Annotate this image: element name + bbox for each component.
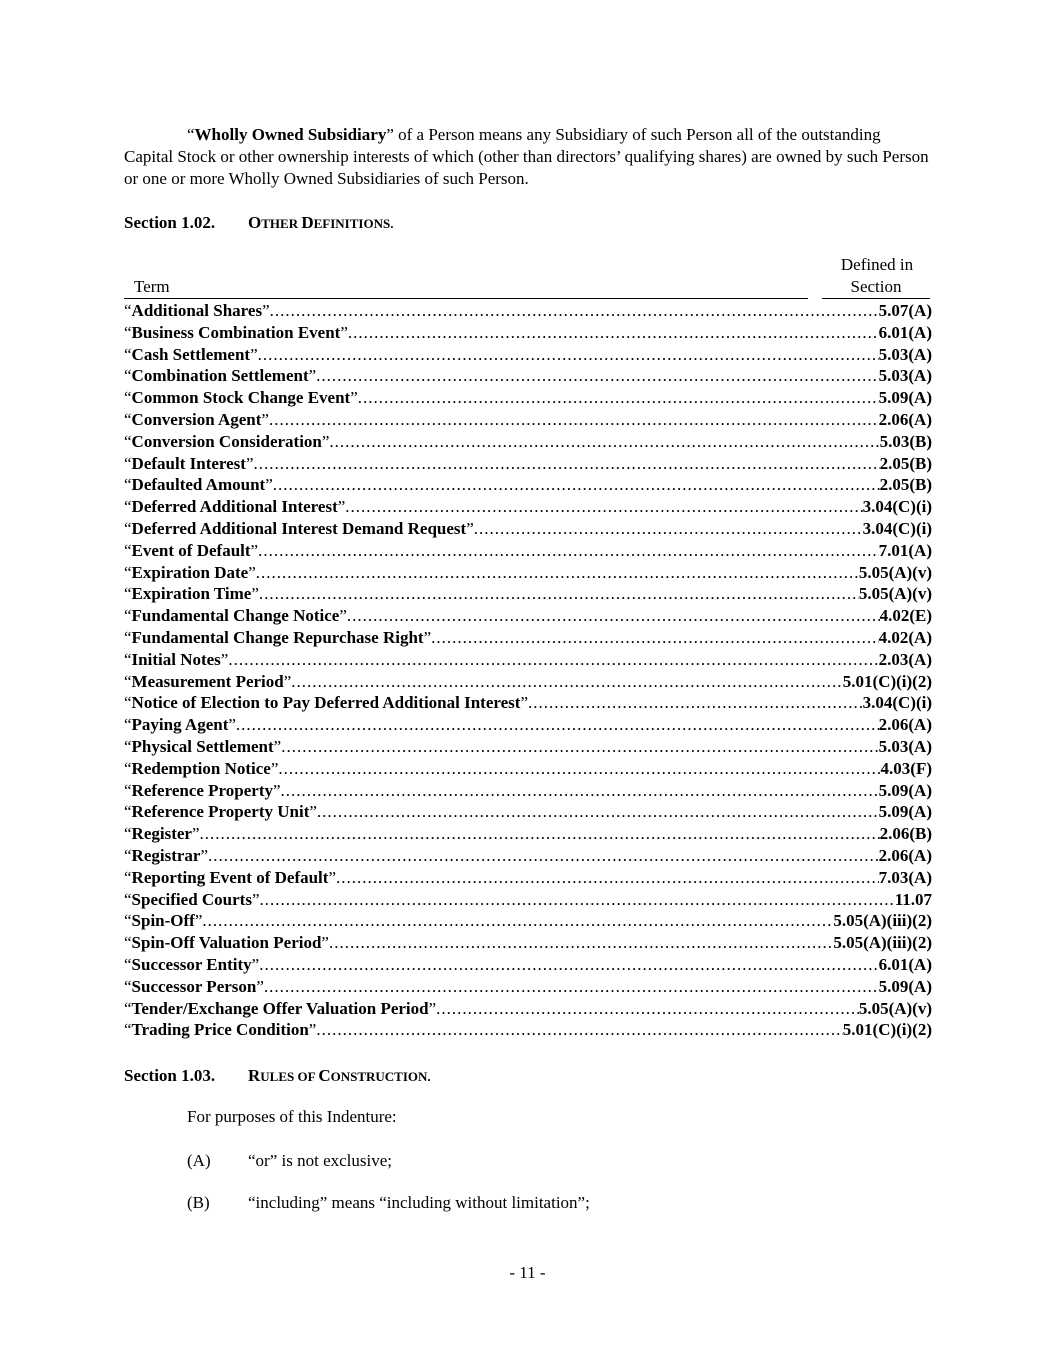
definition-term: “Spin-Off” [124, 911, 203, 931]
defined-in-section-header: Defined in Section [822, 254, 932, 299]
leader-dots [316, 1019, 842, 1041]
definition-section-ref: 2.06(A) [878, 845, 932, 865]
definition-section-ref: 5.05(A)(v) [858, 584, 932, 604]
definition-section-ref: 5.09(A) [878, 388, 932, 408]
leader-dots [236, 714, 879, 736]
definition-section-ref: 2.05(B) [879, 453, 932, 473]
definition-row [124, 322, 932, 344]
definition-section-ref: 5.05(A)(v) [858, 998, 932, 1018]
definition-row [124, 431, 932, 453]
open-quote: “ [187, 125, 195, 144]
definition-row [124, 714, 932, 736]
leader-dots [259, 583, 859, 605]
definition-row [124, 649, 932, 671]
definition-row [124, 758, 932, 780]
section-number: Section 1.02. [124, 213, 216, 232]
rule-item [187, 1192, 590, 1214]
leader-dots [256, 562, 859, 584]
definition-row [124, 889, 932, 911]
definition-section-ref: 3.04(C)(i) [862, 518, 932, 538]
leader-dots [316, 365, 878, 387]
definition-section-ref: 6.01(A) [878, 322, 932, 342]
rule-label: (B) [187, 1193, 210, 1212]
definition-term: “Conversion Agent” [124, 409, 269, 429]
leader-dots [436, 998, 859, 1020]
definition-row [124, 627, 932, 649]
definition-section-ref: 2.03(A) [878, 649, 932, 669]
definition-row [124, 845, 932, 867]
definition-row [124, 692, 932, 714]
definition-term: “Successor Entity” [124, 954, 260, 974]
section-number: Section 1.03. [124, 1066, 216, 1085]
definition-row [124, 954, 932, 976]
definition-section-ref: 5.03(B) [879, 431, 932, 451]
leader-dots [202, 910, 833, 932]
leader-dots [347, 605, 880, 627]
leader-dots [358, 387, 879, 409]
leader-dots [200, 823, 880, 845]
defined-term: Wholly Owned Subsidiary [194, 125, 387, 144]
definition-section-ref: 5.07(A) [878, 301, 932, 320]
definition-term: “Additional Shares” [124, 301, 270, 320]
leader-dots [254, 453, 880, 475]
definition-term: “Fundamental Change Repurchase Right” [124, 627, 432, 647]
definition-row [124, 932, 932, 954]
definition-term: “Measurement Period” [124, 671, 292, 691]
definition-row [124, 1019, 932, 1041]
definition-row [124, 998, 932, 1020]
definition-text: of a Person means any Subsidiary of such Person all of the outstanding Capital Stock or other ownership interests of which (other than directors’ qualifying shares) are owned by such Person or one or more Wholly Owned Subsidiaries of such Person. [124, 125, 929, 188]
definition-term: “Fundamental Change Notice” [124, 606, 347, 626]
definition-section-ref: 2.06(A) [878, 715, 932, 735]
section-title: OTHER DEFINITIONS. [248, 213, 394, 232]
leader-dots [348, 322, 879, 344]
leader-dots [264, 976, 879, 998]
definition-term: “Specified Courts” [124, 889, 260, 909]
definition-section-ref: 4.02(A) [878, 627, 932, 647]
definition-section-ref: 5.03(A) [878, 366, 932, 386]
definition-row [124, 300, 932, 322]
definition-section-ref: 5.05(A)(iii)(2) [833, 911, 932, 931]
definition-row [124, 409, 932, 431]
definition-row [124, 344, 932, 366]
definition-term: “Trading Price Condition” [124, 1020, 317, 1040]
definition-row [124, 365, 932, 387]
definition-term: “Default Interest” [124, 453, 254, 473]
leader-dots [281, 780, 879, 802]
section-heading-1-03 [124, 1065, 431, 1088]
definition-row [124, 801, 932, 823]
leader-dots [345, 496, 862, 518]
definition-section-ref: 5.01(C)(i)(2) [842, 1020, 932, 1040]
definition-section-ref: 5.09(A) [878, 976, 932, 996]
definition-row [124, 780, 932, 802]
definition-section-ref: 5.05(A)(v) [858, 562, 932, 582]
definition-term: “Cash Settlement” [124, 344, 258, 364]
definition-term: “Deferred Additional Interest” [124, 497, 346, 517]
leader-dots [281, 736, 878, 758]
definition-section-ref: 5.09(A) [878, 802, 932, 822]
rule-text: “including” means “including without limitation”; [248, 1193, 590, 1212]
definition-row [124, 605, 932, 627]
definition-term: “Spin-Off Valuation Period” [124, 933, 329, 953]
definition-term: “Registrar” [124, 845, 209, 865]
definition-term: “Deferred Additional Interest Demand Request” [124, 518, 474, 538]
leader-dots [336, 867, 879, 889]
leader-dots [260, 889, 895, 911]
definition-section-ref: 7.01(A) [878, 540, 932, 560]
definition-term: “Physical Settlement” [124, 736, 282, 756]
definition-section-ref: 4.03(F) [880, 758, 932, 778]
definition-row [124, 671, 932, 693]
leader-dots [258, 344, 879, 366]
rule-label: (A) [187, 1151, 211, 1170]
leader-dots [228, 649, 878, 671]
definition-row [124, 540, 932, 562]
definition-section-ref: 3.04(C)(i) [862, 497, 932, 517]
definition-row [124, 453, 932, 475]
definition-term: “Notice of Election to Pay Deferred Additional Interest” [124, 693, 528, 713]
definition-row [124, 823, 932, 845]
definition-term: “Redemption Notice” [124, 758, 279, 778]
definition-term: “Combination Settlement” [124, 366, 317, 386]
section-heading-1-02 [124, 212, 393, 235]
definition-section-ref: 2.05(B) [879, 475, 932, 495]
rule-text: “or” is not exclusive; [248, 1151, 392, 1170]
definition-section-ref: 2.06(A) [878, 409, 932, 429]
leader-dots [270, 300, 879, 322]
definition-row [124, 736, 932, 758]
definition-section-ref: 7.03(A) [878, 867, 932, 887]
definition-section-ref: 3.04(C)(i) [862, 693, 932, 713]
leader-dots [259, 954, 878, 976]
term-column-header: Term [124, 276, 808, 299]
wholly-owned-subsidiary-definition [124, 124, 932, 190]
definition-section-ref: 6.01(A) [878, 954, 932, 974]
leader-dots [291, 671, 843, 693]
definition-row [124, 518, 932, 540]
definition-term: “Reference Property Unit” [124, 802, 317, 822]
definition-section-ref: 4.02(E) [879, 606, 932, 626]
definition-term: “Conversion Consideration” [124, 431, 330, 451]
definition-term: “Event of Default” [124, 540, 259, 560]
leader-dots [317, 801, 879, 823]
definition-row [124, 496, 932, 518]
definition-row [124, 387, 932, 409]
leader-dots [278, 758, 880, 780]
definition-term: “Expiration Date” [124, 562, 256, 582]
definition-row [124, 562, 932, 584]
definition-section-ref: 5.03(A) [878, 736, 932, 756]
definition-section-ref: 5.05(A)(iii)(2) [833, 933, 932, 953]
leader-dots [269, 409, 879, 431]
definitions-table [124, 300, 932, 1041]
leader-dots [208, 845, 879, 867]
rules-intro: For purposes of this Indenture: [187, 1107, 397, 1126]
leader-dots [431, 627, 879, 649]
definition-section-ref: 2.06(B) [879, 824, 932, 844]
definition-row [124, 976, 932, 998]
definition-term: “Initial Notes” [124, 649, 229, 669]
definition-term: “Successor Person” [124, 976, 264, 996]
definition-term: “Expiration Time” [124, 584, 259, 604]
definition-term: “Common Stock Change Event” [124, 388, 358, 408]
leader-dots [329, 932, 833, 954]
definition-section-ref: 5.09(A) [878, 780, 932, 800]
leader-dots [474, 518, 863, 540]
definition-row [124, 583, 932, 605]
definition-term: “Defaulted Amount” [124, 475, 273, 495]
definition-term: “Tender/Exchange Offer Valuation Period” [124, 998, 437, 1018]
definition-row [124, 867, 932, 889]
definition-section-ref: 5.03(A) [878, 344, 932, 364]
leader-dots [273, 474, 880, 496]
definition-row [124, 910, 932, 932]
definition-term: “Reference Property” [124, 780, 281, 800]
leader-dots [258, 540, 879, 562]
definition-term: “Paying Agent” [124, 715, 236, 735]
section-title: RULES OF CONSTRUCTION. [248, 1066, 431, 1085]
definition-term: “Reporting Event of Default” [124, 867, 336, 887]
definition-term: “Business Combination Event” [124, 322, 348, 342]
definition-section-ref: 11.07 [894, 889, 932, 909]
definition-term: “Register” [124, 824, 200, 844]
leader-dots [329, 431, 879, 453]
leader-dots [528, 692, 863, 714]
page-number: - 11 - [509, 1263, 546, 1282]
definition-section-ref: 5.01(C)(i)(2) [842, 671, 932, 691]
definition-row [124, 474, 932, 496]
close-quote: ” [386, 125, 394, 144]
rule-item [187, 1150, 392, 1172]
